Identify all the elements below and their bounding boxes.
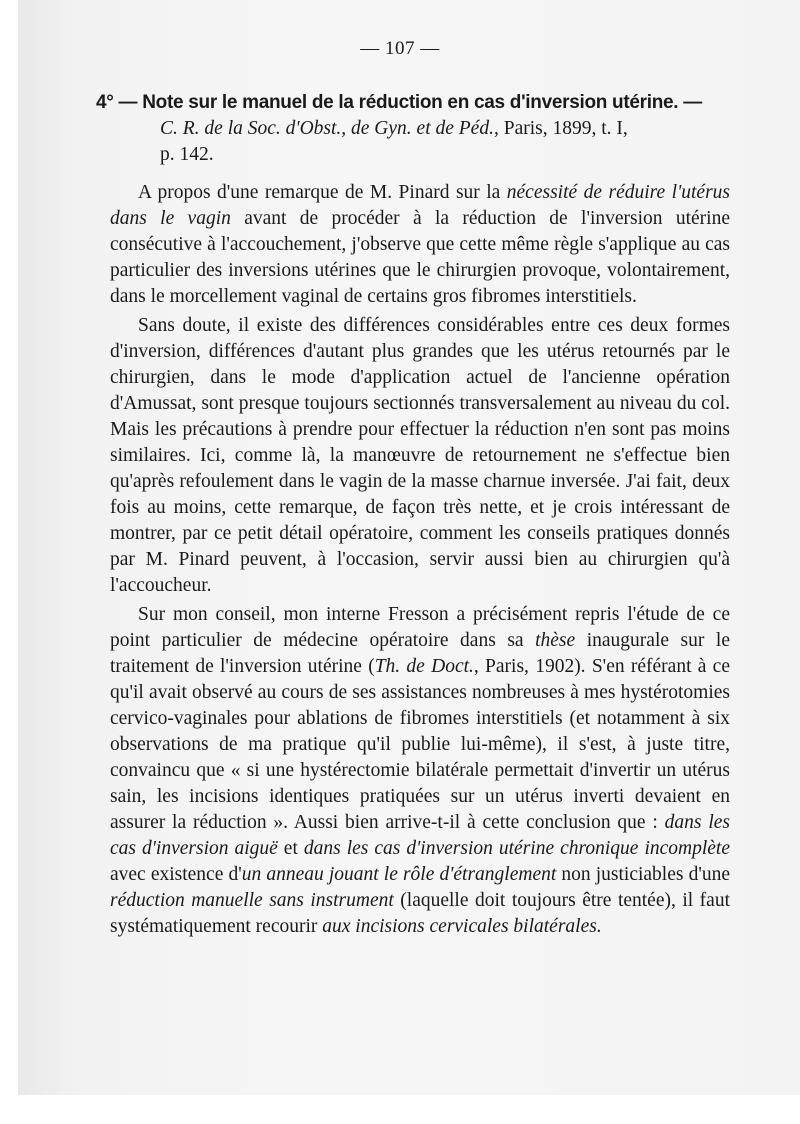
entry-page: p. 142. <box>160 144 214 165</box>
italic-text: un anneau jouant le rôle d'étranglement <box>241 864 557 885</box>
italic-text: thèse <box>535 630 576 651</box>
italic-text: aux incisions cervicales bilatérales. <box>322 916 602 937</box>
text-run: Sans doute, il existe des différences considérables entre ces deux formes d'inversion, différences d'autant plus grandes que les utérus retournés par le chirurgien, dans le mode d'application actuel de l'ancienne opération d'Amussat, sont presque toujours sectionnés transversalement au niveau du col. Mais les précautions à prendre pour effectuer la réduction n'en sont pas moins similaires. Ici, comme là, la manœuvre de retournement ne s'effectue bien qu'après refoulement dans le vagin de la masse charnue inversée. J'ai fait, deux fois au moins, cette remarque, de façon très nette, et je crois intéressant de montrer, par ce petit détail opératoire, comment les conseils pratiques donnés par M. Pinard peuvent, à l'occasion, servir aussi bien au chirurgien qu'à l'accoucheur. <box>110 315 730 596</box>
entry-dash: — <box>113 92 143 113</box>
entry-reference <box>110 116 730 168</box>
entry-title-line <box>96 90 730 116</box>
body-text <box>110 180 730 943</box>
text-run: et <box>277 838 304 859</box>
text-run: A propos d'une remarque de M. Pinard sur la <box>138 182 507 203</box>
text-run: , Paris, 1902). S'en référant à ce qu'il avait observé au cours de ses assistances nombreuses à mes hystérotomies cervico-vaginales pour ablations de fibromes interstitiels (et notamment à six observations de ma pratique qu'il publie lui-même), il s'est, à juste titre, convaincu que « si une hystérectomie bilatérale permettait d'invertir un utérus sain, les incisions identiques pratiquées sur un utérus inverti devaient en assurer la réduction ». Aussi bien arrive-t-il à cette conclusion que : <box>110 656 730 833</box>
bibliography-entry <box>96 90 730 168</box>
paragraph <box>110 180 730 310</box>
page-number: — 107 — <box>360 38 440 59</box>
italic-text: dans les cas d'inversion utérine chronique incomplète <box>303 838 730 859</box>
page-margin-bottom <box>0 1095 800 1124</box>
entry-ordinal: 4° <box>96 92 114 113</box>
text-run: (laquelle doit toujours être tentée), il faut systématiquement recourir <box>110 890 730 937</box>
entry-journal: C. R. de la Soc. d'Obst., de Gyn. et de Péd. <box>160 118 494 139</box>
italic-text: dans les cas d'inversion aiguë <box>110 812 730 859</box>
text-run: avec existence d' <box>110 864 242 885</box>
italic-text: Th. de Doct. <box>374 656 474 677</box>
paragraph <box>110 602 730 940</box>
italic-text: réduction manuelle sans instrument <box>110 890 394 911</box>
text-run: inaugurale sur le traitement de l'inversion utérine ( <box>110 630 730 677</box>
entry-title: Note sur le manuel de la réduction en cas d'inversion utérine. — <box>142 92 702 113</box>
text-run: Sur mon conseil, mon interne Fresson a précisément repris l'étude de ce point particulier de médecine opératoire dans sa <box>110 604 730 651</box>
italic-text: nécessité de réduire l'utérus dans le vagin <box>110 182 730 229</box>
text-run: avant de procéder à la réduction de l'inversion utérine consécutive à l'accouchement, j'observe que cette même règle s'applique au cas particulier des inversions utérines que le chirurgien provoque, volontairement, dans le morcellement vaginal de certains gros fibromes interstitiels. <box>110 208 730 307</box>
entry-place-year: , Paris, 1899, t. I, <box>493 118 628 139</box>
text-run: non justiciables d'une <box>556 864 730 885</box>
paragraph <box>110 313 730 599</box>
